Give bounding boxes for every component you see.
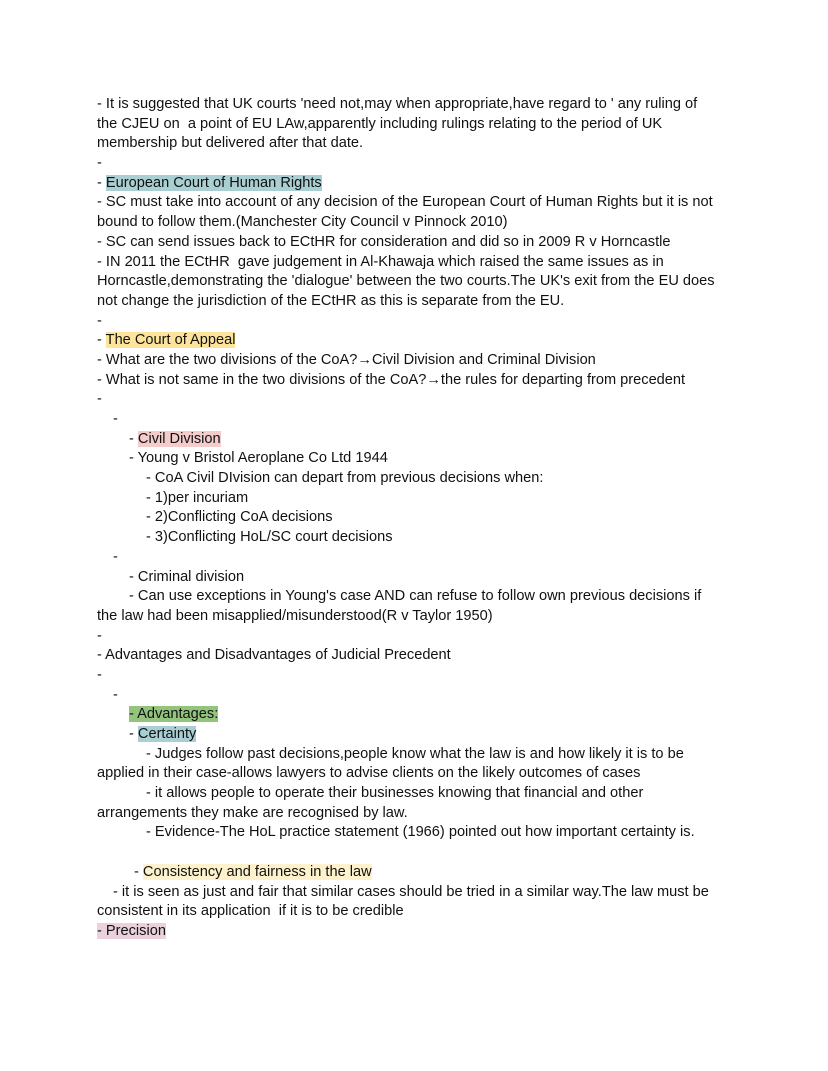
text-line: - IN 2011 the ECtHR gave judgement in Al-Khawaja which raised the same issues as in bbox=[97, 253, 664, 270]
text-line: - bbox=[113, 411, 118, 427]
heading-certainty bbox=[97, 725, 757, 745]
text-line: - What is not same in the two divisions of the CoA?→the rules for departing from precedent bbox=[97, 371, 686, 388]
text-line: - bbox=[97, 391, 102, 408]
text-line: arrangements they make are recognised by law. bbox=[97, 804, 408, 821]
text-line: - it is seen as just and fair that similar cases should be tried in a similar way.The law must be bbox=[113, 883, 709, 900]
heading-text: - Advantages: bbox=[129, 706, 219, 723]
heading-court-of-appeal bbox=[97, 331, 757, 351]
text-line: - It is suggested that UK courts 'need not,may when appropriate,have regard to ' any ruling of bbox=[97, 96, 698, 112]
heading-text: Civil Division bbox=[137, 430, 221, 447]
text-line: - bbox=[97, 627, 102, 644]
text-line: - bbox=[113, 686, 118, 703]
blank-line bbox=[97, 843, 757, 863]
text-line: - bbox=[97, 312, 102, 329]
bullet: - bbox=[134, 863, 143, 880]
text-line: - Young v Bristol Aeroplane Co Ltd 1944 bbox=[129, 450, 388, 467]
text-line: - SC can send issues back to ECtHR for consideration and did so in 2009 R v Horncastle bbox=[97, 233, 671, 250]
heading-echr bbox=[97, 174, 757, 194]
heading-text: - Precision bbox=[97, 922, 166, 939]
heading-advantages bbox=[97, 705, 757, 725]
heading-text: The Court of Appeal bbox=[105, 332, 236, 349]
text-line: - SC must take into account of any decision of the European Court of Human Rights but it is not bbox=[97, 194, 713, 211]
heading-text: European Court of Human Rights bbox=[105, 174, 322, 191]
document-body bbox=[97, 95, 757, 942]
heading-civil-division bbox=[97, 430, 757, 450]
text-line: Horncastle,demonstrating the 'dialogue' between the two courts.The UK's exit from the EU does bbox=[97, 273, 715, 290]
text-line: - CoA Civil DIvision can depart from previous decisions when: bbox=[146, 470, 544, 487]
text-line: - bbox=[97, 666, 102, 683]
text-line: - Evidence-The HoL practice statement (1966) pointed out how important certainty is. bbox=[146, 824, 695, 841]
text-line: - bbox=[113, 548, 118, 565]
text-line: - Advantages and Disadvantages of Judicial Precedent bbox=[97, 647, 451, 664]
text-line: - 2)Conflicting CoA decisions bbox=[146, 509, 333, 526]
heading-text: Certainty bbox=[137, 726, 197, 742]
text-line: - What are the two divisions of the CoA?→Civil Division and Criminal Division bbox=[97, 351, 596, 368]
text-line: - Criminal division bbox=[129, 568, 245, 585]
text-line: - Can use exceptions in Young's case AND can refuse to follow own previous decisions if bbox=[129, 588, 702, 605]
bullet: - bbox=[129, 726, 138, 742]
text-line: consistent in its application if it is to be credible bbox=[97, 903, 404, 920]
bullet: - bbox=[129, 430, 138, 447]
text-line: - 3)Conflicting HoL/SC court decisions bbox=[146, 529, 393, 546]
text-line: - Judges follow past decisions,people know what the law is and how likely it is to be bbox=[146, 745, 684, 762]
text-line: - bbox=[97, 155, 102, 172]
text-line: the law had been misapplied/misunderstood(R v Taylor 1950) bbox=[97, 607, 493, 624]
text-line: bound to follow them.(Manchester City Council v Pinnock 2010) bbox=[97, 214, 508, 231]
text-line: the CJEU on a point of EU LAw,apparently including rulings relating to the period of UK bbox=[97, 115, 663, 132]
text-line: not change the jurisdiction of the ECtHR as this is separate from the EU. bbox=[97, 292, 565, 309]
heading-precision bbox=[97, 922, 757, 942]
text-line: - it allows people to operate their businesses knowing that financial and other bbox=[146, 785, 644, 802]
bullet: - bbox=[97, 332, 106, 349]
text-line: applied in their case-allows lawyers to advise clients on the likely outcomes of cases bbox=[97, 765, 641, 782]
text-line: - 1)per incuriam bbox=[146, 489, 249, 506]
bullet: - bbox=[97, 174, 106, 191]
heading-text: Consistency and fairness in the law bbox=[142, 863, 372, 880]
heading-consistency bbox=[97, 863, 757, 883]
text-line: membership but delivered after that date. bbox=[97, 135, 364, 152]
